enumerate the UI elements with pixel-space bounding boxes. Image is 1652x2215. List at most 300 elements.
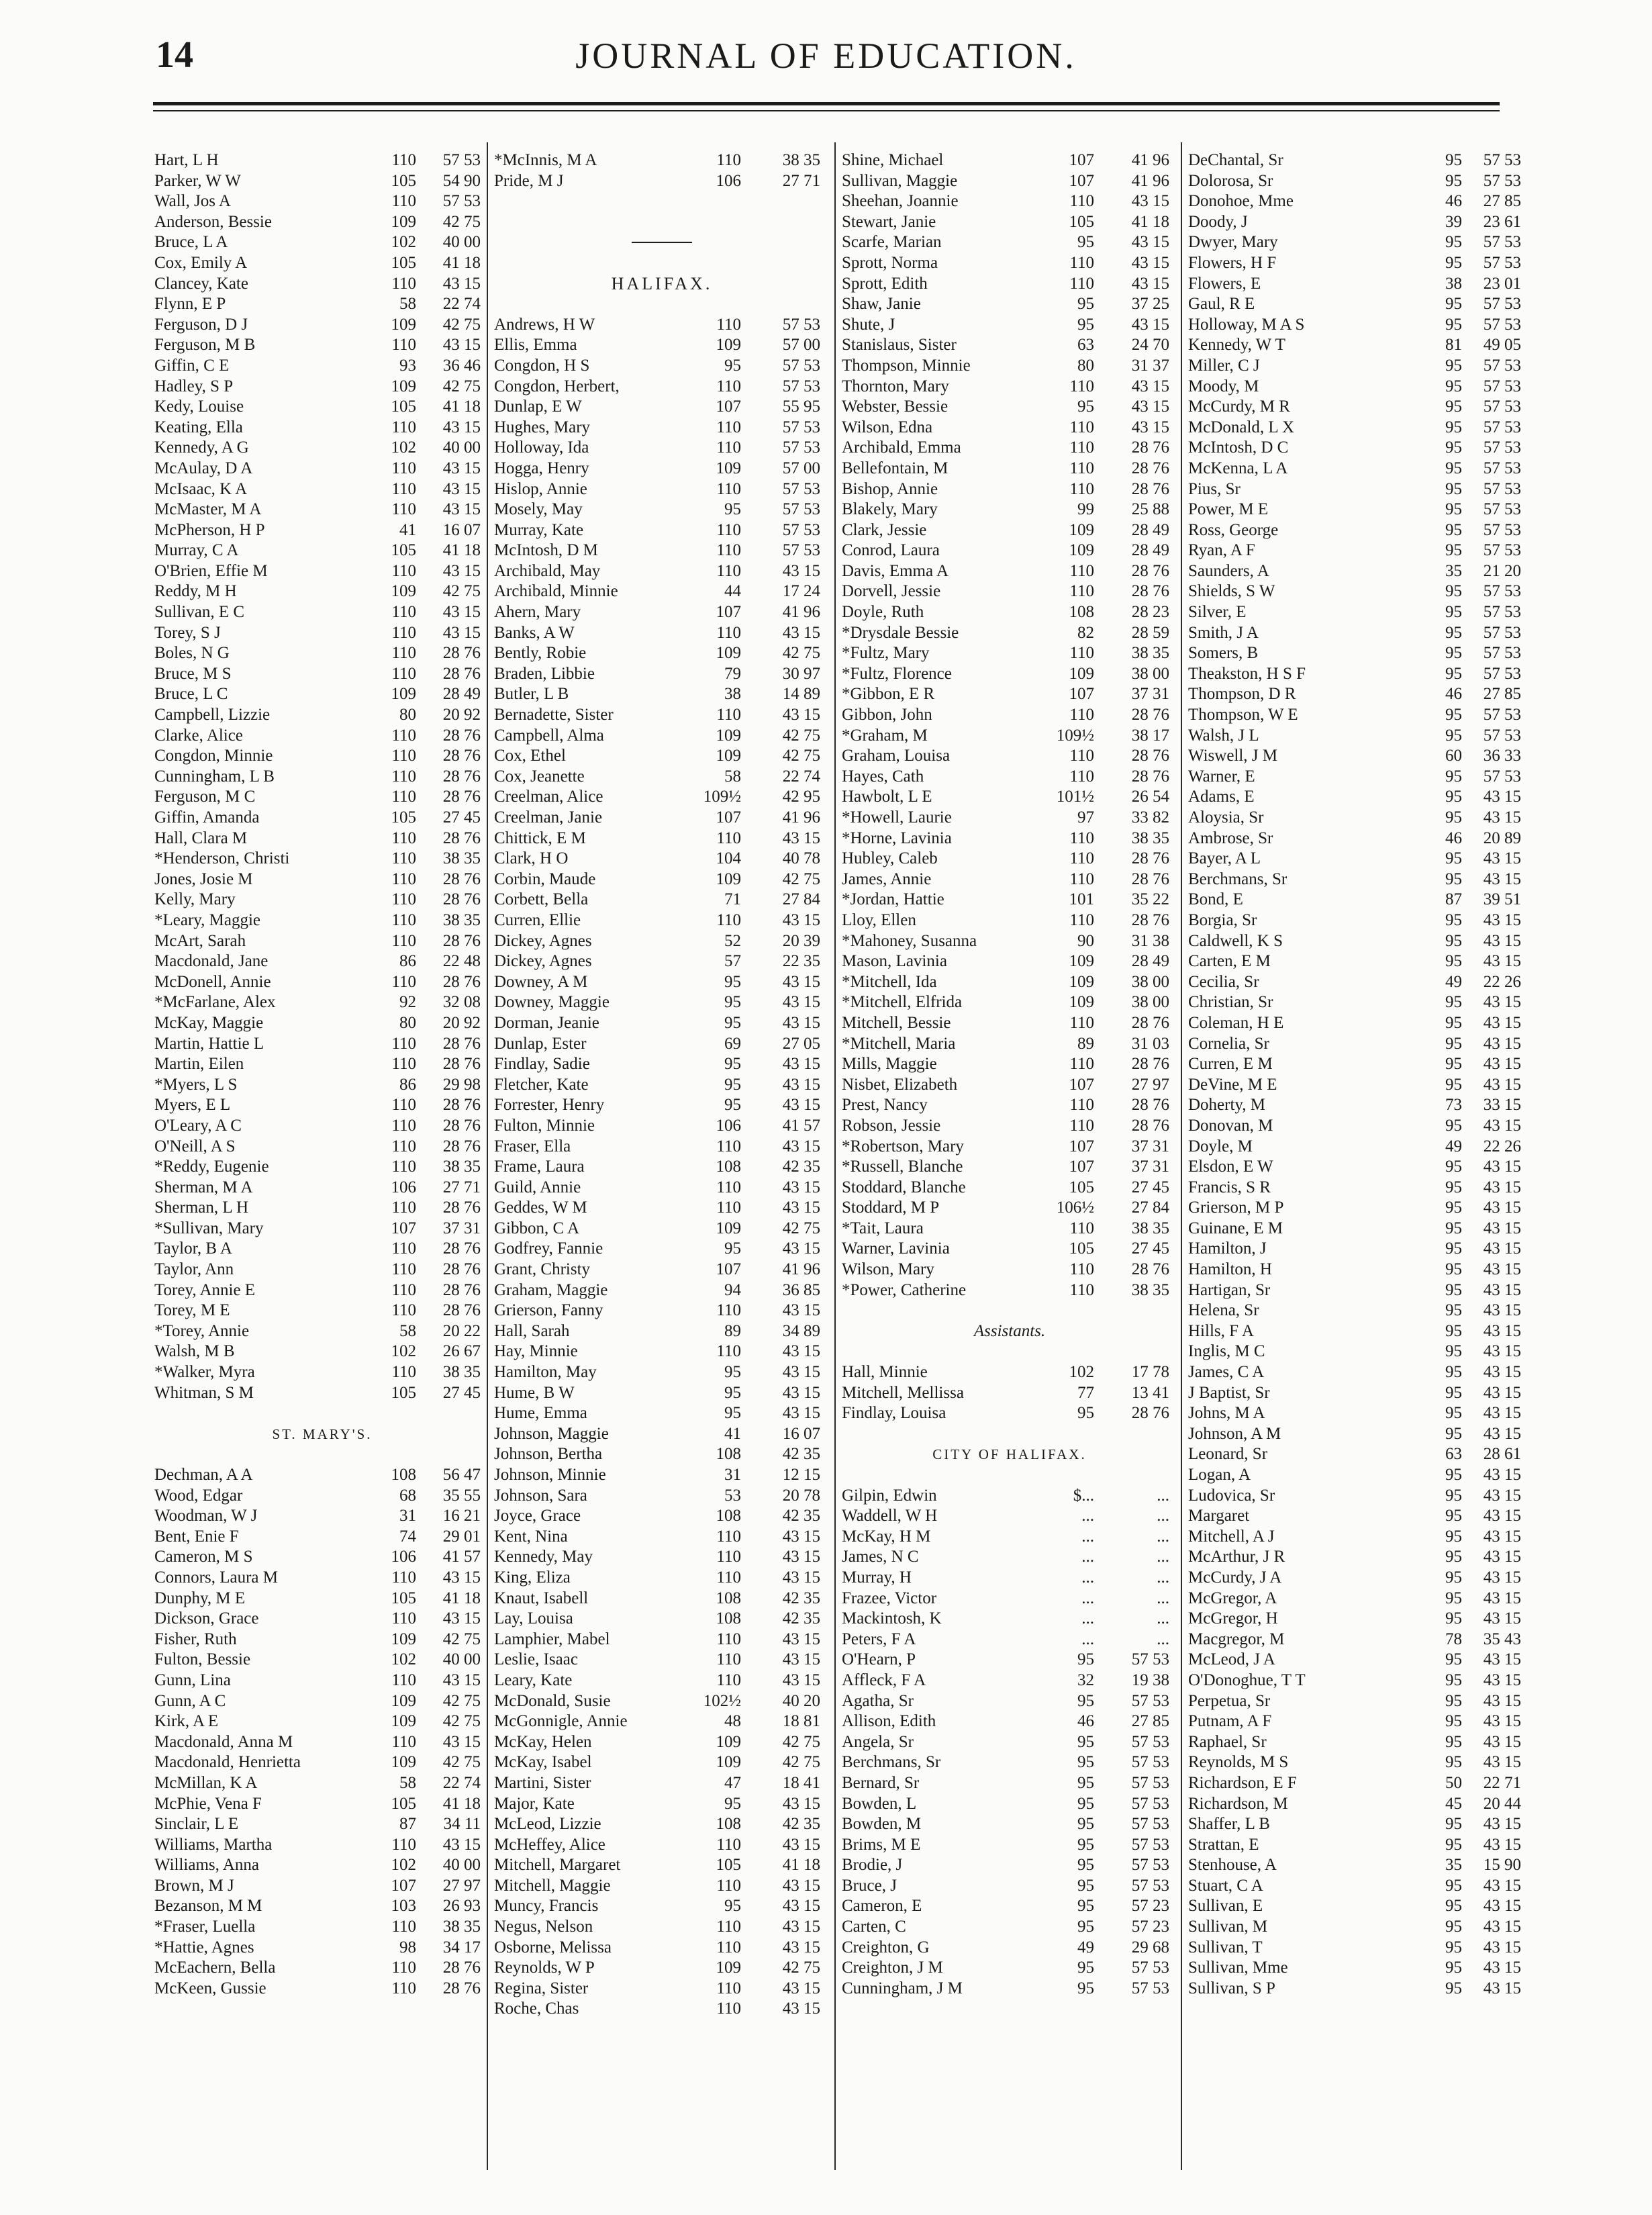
teacher-name: Frazee, Victor	[842, 1589, 937, 1607]
teacher-name: Godfrey, Fannie	[494, 1239, 603, 1258]
teacher-name: Hartigan, Sr	[1188, 1280, 1271, 1299]
list-item	[494, 1835, 830, 1856]
teacher-name: *Fultz, Florence	[842, 664, 952, 683]
list-item	[494, 1794, 830, 1815]
teacher-name: Brodie, J	[842, 1856, 903, 1875]
payment-amount: 42 75	[782, 726, 820, 745]
attendance-value: 86	[399, 1075, 416, 1094]
payment-amount: 43 15	[1483, 1239, 1521, 1258]
payment-amount: 57 53	[1483, 233, 1521, 252]
attendance-value: 95	[1077, 1753, 1094, 1772]
teacher-name: Webster, Bessie	[842, 397, 949, 416]
teacher-name: Hislop, Annie	[494, 479, 587, 498]
payment-amount: 57 53	[1131, 1650, 1169, 1669]
payment-amount: 43 15	[782, 1013, 820, 1032]
teacher-name: McPherson, H P	[154, 520, 265, 539]
list-item	[1188, 849, 1524, 869]
teacher-name: Dunlap, E W	[494, 397, 582, 416]
payment-amount: 28 59	[1131, 623, 1169, 642]
payment-amount: 28 76	[442, 1055, 481, 1074]
attendance-value: 108	[716, 1609, 741, 1628]
payment-amount: 30 97	[782, 664, 820, 683]
attendance-value: 110	[391, 623, 416, 642]
attendance-value: 110	[391, 1609, 416, 1628]
payment-amount: 33 15	[1483, 1096, 1521, 1115]
teacher-name: Murray, Kate	[494, 520, 584, 539]
teacher-name: Mitchell, A J	[1188, 1527, 1275, 1546]
payment-amount: 28 23	[1131, 603, 1169, 622]
teacher-name: Cameron, M S	[154, 1548, 253, 1566]
attendance-value: 47	[724, 1773, 741, 1792]
payment-amount: 43 15	[782, 1363, 820, 1382]
list-item	[494, 705, 830, 726]
teacher-name: Shaw, Janie	[842, 295, 921, 314]
teacher-name: Sullivan, Mme	[1188, 1959, 1288, 1977]
payment-amount: 43 15	[1483, 1363, 1521, 1382]
payment-amount: 49 05	[1483, 336, 1521, 355]
payment-amount: 43 15	[782, 1650, 820, 1669]
payment-amount: 43 15	[782, 1568, 820, 1587]
list-item	[842, 1752, 1177, 1773]
teacher-name: Grierson, Fanny	[494, 1301, 603, 1320]
attendance-value: 102	[1069, 1363, 1094, 1382]
attendance-value: 110	[391, 1280, 416, 1299]
payment-amount: 57 53	[1483, 644, 1521, 663]
attendance-value: 78	[1445, 1630, 1462, 1648]
list-item	[154, 643, 490, 664]
list-item	[154, 1198, 490, 1219]
list-item	[494, 1691, 830, 1712]
list-item	[154, 1589, 490, 1609]
list-item	[842, 869, 1177, 890]
list-item	[842, 684, 1177, 705]
teacher-name: Martini, Sister	[494, 1773, 591, 1792]
list-column-4	[1188, 150, 1524, 2168]
list-item	[154, 520, 490, 541]
payment-amount: 20 22	[442, 1321, 481, 1340]
teacher-name: Holloway, M A S	[1188, 315, 1305, 334]
attendance-value: 108	[716, 1507, 741, 1525]
payment-amount: 16 07	[442, 520, 481, 539]
list-item	[494, 1979, 830, 1999]
payment-amount: 28 76	[1131, 910, 1169, 929]
payment-amount: ...	[1157, 1589, 1169, 1607]
teacher-name: McArt, Sarah	[154, 931, 246, 950]
list-item	[1188, 1794, 1524, 1815]
attendance-value: 95	[1077, 1815, 1094, 1834]
list-item	[842, 1732, 1177, 1753]
list-item	[494, 418, 830, 438]
attendance-value: 110	[716, 1527, 741, 1546]
teacher-name: Sullivan, E C	[154, 603, 245, 622]
teacher-name: *McFarlane, Alex	[154, 993, 276, 1012]
attendance-value: 107	[1069, 151, 1094, 169]
attendance-value: 110	[391, 1198, 416, 1217]
attendance-value: 95	[1445, 1466, 1462, 1484]
payment-amount: 39 51	[1483, 890, 1521, 909]
payment-amount: 16 21	[442, 1507, 481, 1525]
teacher-name: Dunlap, Ester	[494, 1034, 587, 1053]
teacher-name: Downey, A M	[494, 972, 588, 991]
payment-amount: 28 76	[1131, 561, 1169, 580]
list-item	[154, 1465, 490, 1486]
payment-amount: 41 18	[442, 541, 481, 560]
teacher-name: McKay, H M	[842, 1527, 931, 1546]
teacher-name: Sinclair, L E	[154, 1815, 239, 1834]
list-item	[842, 1116, 1177, 1137]
attendance-value: 109	[716, 726, 741, 745]
section-divider	[494, 232, 830, 253]
teacher-name: Davis, Emma A	[842, 561, 949, 580]
attendance-value: 107	[1069, 1137, 1094, 1156]
teacher-name: Sullivan, E	[1188, 1897, 1263, 1916]
teacher-name: *Fraser, Luella	[154, 1918, 256, 1936]
payment-amount: 43 15	[1483, 1424, 1521, 1443]
list-item	[842, 1198, 1177, 1219]
payment-amount: 57 53	[1483, 582, 1521, 601]
payment-amount: 36 33	[1483, 747, 1521, 765]
list-item	[494, 684, 830, 705]
teacher-name: Shields, S W	[1188, 582, 1275, 601]
payment-amount: 43 15	[1131, 274, 1169, 293]
attendance-value: 77	[1077, 1383, 1094, 1402]
attendance-value: 95	[1445, 1301, 1462, 1320]
payment-amount: 57 53	[1483, 315, 1521, 334]
attendance-value: 95	[1445, 171, 1462, 190]
teacher-name: Campbell, Lizzie	[154, 706, 271, 724]
teacher-name: McHeffey, Alice	[494, 1835, 605, 1854]
attendance-value: 110	[391, 849, 416, 868]
attendance-value: 110	[391, 274, 416, 293]
section-heading: CITY OF HALIFAX.	[932, 1446, 1087, 1463]
teacher-name: Bellefontain, M	[842, 459, 949, 477]
payment-amount: 28 76	[1131, 1055, 1169, 1074]
teacher-name: Hall, Clara M	[154, 829, 248, 847]
attendance-value: 95	[1445, 1075, 1462, 1094]
teacher-name: Macdonald, Anna M	[154, 1732, 293, 1751]
list-item	[154, 1876, 490, 1897]
list-item	[1188, 1116, 1524, 1137]
attendance-value: 95	[1077, 315, 1094, 334]
attendance-value: 110	[716, 829, 741, 847]
attendance-value: 107	[391, 1219, 416, 1237]
attendance-value: 95	[1445, 1034, 1462, 1053]
spacer	[154, 1444, 490, 1465]
attendance-value: 106	[716, 1116, 741, 1135]
list-item	[1188, 1034, 1524, 1055]
attendance-value: 95	[1445, 993, 1462, 1012]
attendance-value: 95	[1077, 1773, 1094, 1792]
payment-amount: 23 61	[1483, 212, 1521, 231]
payment-amount: 57 53	[1131, 1876, 1169, 1895]
teacher-name: Doyle, Ruth	[842, 603, 924, 622]
attendance-value: 82	[1077, 623, 1094, 642]
payment-amount: 40 00	[442, 438, 481, 457]
payment-amount: 43 15	[782, 1055, 820, 1074]
payment-amount: 41 57	[442, 1548, 481, 1566]
teacher-name: Brims, M E	[842, 1835, 921, 1854]
teacher-name: Ferguson, M C	[154, 788, 256, 806]
list-item	[1188, 1280, 1524, 1301]
list-item	[1188, 1444, 1524, 1465]
list-item	[494, 1506, 830, 1527]
teacher-name: Doody, J	[1188, 212, 1248, 231]
payment-amount: 41 18	[442, 253, 481, 272]
list-item	[842, 581, 1177, 602]
teacher-name: Johnson, Minnie	[494, 1466, 606, 1484]
payment-amount: 43 15	[782, 1178, 820, 1196]
attendance-value: 105	[391, 171, 416, 190]
payment-amount: 27 97	[1131, 1075, 1169, 1094]
payment-amount: 33 82	[1131, 808, 1169, 827]
spacer	[842, 1465, 1177, 1486]
list-item	[842, 1362, 1177, 1383]
teacher-name: Richardson, E F	[1188, 1773, 1297, 1792]
teacher-name: Mitchell, Maggie	[494, 1876, 611, 1895]
payment-amount: 29 01	[442, 1527, 481, 1546]
teacher-name: Kennedy, May	[494, 1548, 593, 1566]
attendance-value: 95	[1445, 1178, 1462, 1196]
payment-amount: 43 15	[782, 1999, 820, 2018]
attendance-value: 87	[1445, 890, 1462, 909]
teacher-name: Connors, Laura M	[154, 1568, 278, 1587]
payment-amount: 31 03	[1131, 1034, 1169, 1053]
payment-amount: 43 15	[442, 1732, 481, 1751]
list-item	[1188, 1732, 1524, 1753]
list-item	[1188, 438, 1524, 459]
payment-amount: 36 85	[782, 1280, 820, 1299]
payment-amount: 38 35	[442, 1363, 481, 1382]
list-item	[154, 1732, 490, 1753]
teacher-name: Bruce, J	[842, 1876, 897, 1895]
payment-amount: 28 76	[1131, 849, 1169, 868]
spacer	[842, 1424, 1177, 1445]
teacher-name: *Power, Catherine	[842, 1280, 967, 1299]
payment-amount: 42 35	[782, 1815, 820, 1834]
list-item	[154, 972, 490, 993]
teacher-name: Shute, J	[842, 315, 895, 334]
list-item	[1188, 1896, 1524, 1917]
list-item	[494, 1116, 830, 1137]
payment-amount: 28 76	[1131, 582, 1169, 601]
list-item	[494, 335, 830, 356]
list-item	[494, 1650, 830, 1670]
attendance-value: 110	[716, 377, 741, 395]
teacher-name: Gaul, R E	[1188, 295, 1255, 314]
attendance-value: 108	[1069, 603, 1094, 622]
list-item	[842, 726, 1177, 747]
teacher-name: Stoddard, M P	[842, 1198, 940, 1217]
teacher-name: Hart, L H	[154, 151, 219, 169]
payment-amount: 28 76	[442, 1959, 481, 1977]
payment-amount: 40 00	[442, 1650, 481, 1669]
list-item	[494, 1095, 830, 1116]
list-item	[154, 274, 490, 295]
list-item	[1188, 684, 1524, 705]
teacher-name: Torey, S J	[154, 623, 221, 642]
list-item	[842, 1157, 1177, 1178]
teacher-name: Peters, F A	[842, 1630, 916, 1648]
attendance-value: 110	[716, 1198, 741, 1217]
list-item	[1188, 787, 1524, 808]
payment-amount: 57 23	[1131, 1897, 1169, 1916]
teacher-name: *McInnis, M A	[494, 151, 597, 169]
attendance-value: 41	[399, 520, 416, 539]
payment-amount: 28 76	[1131, 1096, 1169, 1115]
list-item	[842, 1835, 1177, 1856]
attendance-value: 110	[1069, 1116, 1094, 1135]
list-item	[494, 1876, 830, 1897]
attendance-value: 95	[1445, 315, 1462, 334]
list-item	[154, 1506, 490, 1527]
list-item	[154, 808, 490, 829]
payment-amount: 28 76	[442, 1096, 481, 1115]
attendance-value: 95	[1445, 1876, 1462, 1895]
list-item	[842, 951, 1177, 972]
payment-amount: 43 15	[1131, 253, 1169, 272]
attendance-value: 95	[1445, 1897, 1462, 1916]
payment-amount: 43 15	[782, 1383, 820, 1402]
list-item	[494, 1814, 830, 1835]
teacher-name: McDonald, L X	[1188, 418, 1295, 436]
teacher-name: Findlay, Sadie	[494, 1055, 590, 1074]
list-item	[154, 1095, 490, 1116]
teacher-name: Holloway, Ida	[494, 438, 589, 457]
attendance-value: 95	[1445, 1239, 1462, 1258]
list-item	[494, 1670, 830, 1691]
payment-amount: 43 15	[1131, 315, 1169, 334]
payment-amount: 42 35	[782, 1507, 820, 1525]
attendance-value: 110	[716, 1938, 741, 1957]
list-item	[1188, 1013, 1524, 1034]
attendance-value: 95	[1077, 233, 1094, 252]
attendance-value: 110	[716, 438, 741, 457]
list-item	[1188, 315, 1524, 336]
attendance-value: 110	[1069, 1013, 1094, 1032]
payment-amount: 28 76	[442, 1198, 481, 1217]
list-item	[494, 1568, 830, 1589]
attendance-value: 110	[391, 972, 416, 991]
teacher-name: Ludovica, Sr	[1188, 1486, 1275, 1505]
teacher-name: Sherman, L H	[154, 1198, 249, 1217]
attendance-value: 48	[724, 1712, 741, 1731]
attendance-value: 92	[399, 993, 416, 1012]
payment-amount: 43 15	[782, 1096, 820, 1115]
teacher-name: Hubley, Caleb	[842, 849, 938, 868]
teacher-name: Chittick, E M	[494, 829, 586, 847]
teacher-name: Shaffer, L B	[1188, 1815, 1270, 1834]
payment-amount: 43 15	[782, 1938, 820, 1957]
teacher-name: Corbin, Maude	[494, 869, 596, 888]
list-item	[1188, 1650, 1524, 1670]
attendance-value: 95	[1445, 603, 1462, 622]
attendance-value: $...	[1073, 1486, 1094, 1505]
teacher-name: O'Donoghue, T T	[1188, 1670, 1306, 1689]
teacher-name: *Mitchell, Elfrida	[842, 993, 963, 1012]
payment-amount: 34 17	[442, 1938, 481, 1957]
payment-amount: 57 53	[1131, 1856, 1169, 1875]
payment-amount: 54 90	[442, 171, 481, 190]
payment-amount: 22 71	[1483, 1773, 1521, 1792]
payment-amount: 35 43	[1483, 1630, 1521, 1648]
list-item	[154, 787, 490, 808]
list-item	[1188, 1403, 1524, 1424]
attendance-value: 95	[1445, 1321, 1462, 1340]
attendance-value: 109½	[703, 788, 741, 806]
teacher-name: McGregor, A	[1188, 1589, 1277, 1607]
list-item	[842, 1280, 1177, 1301]
teacher-name: *Myers, L S	[154, 1075, 238, 1094]
payment-amount: 42 75	[782, 1959, 820, 1977]
teacher-name: Martin, Hattie L	[154, 1034, 264, 1053]
teacher-name: Waddell, W H	[842, 1507, 938, 1525]
list-item	[842, 150, 1177, 171]
list-item	[154, 1341, 490, 1362]
list-item	[1188, 972, 1524, 993]
payment-amount: 43 15	[782, 1239, 820, 1258]
list-item	[154, 1547, 490, 1568]
attendance-value: 95	[1445, 1959, 1462, 1977]
list-item	[494, 1239, 830, 1260]
list-item	[154, 377, 490, 397]
list-item	[154, 171, 490, 192]
header-rule-thin	[153, 110, 1500, 111]
attendance-value: 46	[1445, 192, 1462, 211]
teacher-name: Sullivan, T	[1188, 1938, 1263, 1957]
attendance-value: 93	[399, 356, 416, 375]
teacher-name: *Leary, Maggie	[154, 910, 261, 929]
list-item	[154, 1527, 490, 1548]
attendance-value: 101	[1069, 890, 1094, 909]
teacher-name: Saunders, A	[1188, 561, 1269, 580]
list-item	[1188, 1691, 1524, 1712]
attendance-value: 86	[399, 952, 416, 971]
attendance-value: 95	[1445, 479, 1462, 498]
attendance-value: 110	[391, 1979, 416, 1997]
teacher-name: Wood, Edgar	[154, 1486, 243, 1505]
attendance-value: 110	[391, 1363, 416, 1382]
teacher-name: Clarke, Alice	[154, 726, 243, 745]
teacher-name: Keating, Ella	[154, 418, 243, 436]
payment-amount: 43 15	[1483, 1383, 1521, 1402]
payment-amount: 43 15	[1483, 1959, 1521, 1977]
teacher-name: Butler, L B	[494, 685, 569, 704]
teacher-name: Williams, Martha	[154, 1835, 273, 1854]
list-item	[842, 1383, 1177, 1404]
teacher-name: Bently, Robie	[494, 644, 587, 663]
payment-amount: 57 53	[782, 315, 820, 334]
list-item	[842, 1670, 1177, 1691]
attendance-value: 73	[1445, 1096, 1462, 1115]
attendance-value: 102	[391, 1856, 416, 1875]
list-item	[154, 212, 490, 233]
list-item	[1188, 1752, 1524, 1773]
teacher-name: Reddy, M H	[154, 582, 237, 601]
payment-amount: 26 54	[1131, 788, 1169, 806]
list-item	[842, 171, 1177, 192]
list-item	[494, 1465, 830, 1486]
attendance-value: 95	[1445, 295, 1462, 314]
attendance-value: 68	[399, 1486, 416, 1505]
payment-amount: 41 57	[782, 1116, 820, 1135]
list-item	[494, 1896, 830, 1917]
list-item	[494, 1362, 830, 1383]
teacher-name: Cunningham, J M	[842, 1979, 963, 1997]
attendance-value: 99	[1077, 500, 1094, 519]
list-item	[842, 1609, 1177, 1630]
attendance-value: 107	[391, 1876, 416, 1895]
attendance-value: 95	[1445, 1712, 1462, 1731]
